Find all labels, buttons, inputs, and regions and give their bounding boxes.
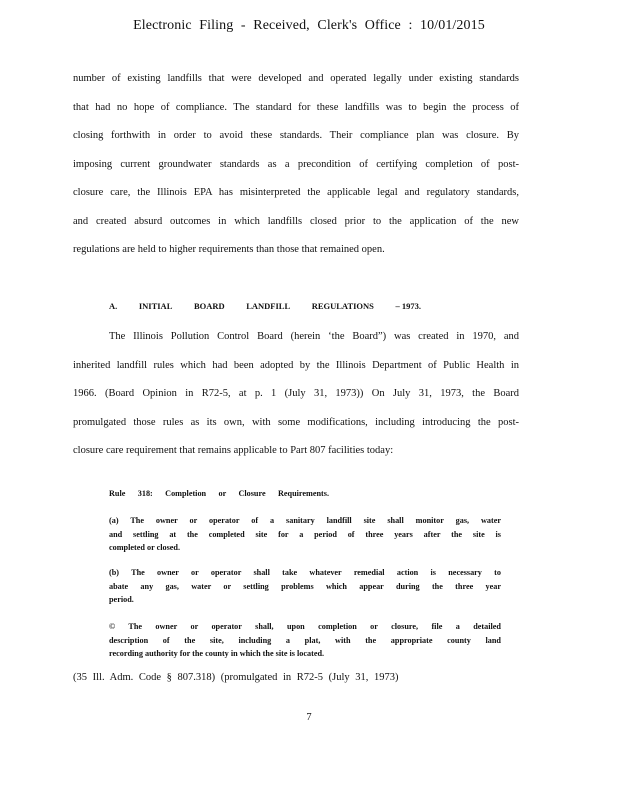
section-heading-word: INITIAL xyxy=(138,301,173,311)
rule-line: abate any gas, water or settling problems which appear during the three year xyxy=(109,581,501,591)
paragraph-line: closure care requirement that remains applicable to Part 807 facilities today: xyxy=(73,445,394,456)
paragraph-line: closure care, the Illinois EPA has misinterpreted the applicable legal and regulatory standards, xyxy=(73,187,519,198)
section-heading-word: LANDFILL xyxy=(246,301,291,311)
intro-paragraph xyxy=(73,65,519,265)
code-citation: (35 Ill. Adm. Code § 807.318) (promulgated in R72-5 (July 31, 1973) xyxy=(73,672,399,683)
rule-line: (a) The owner or operator of a sanitary landfill site shall monitor gas, water xyxy=(109,516,501,525)
paragraph-line: 1966. (Board Opinion in R72-5, at p. 1 (July 31, 1973)) On July 31, 1973, the Board xyxy=(73,388,519,399)
section-heading xyxy=(109,301,421,311)
paragraph-line: number of existing landfills that were developed and operated legally under existing standards xyxy=(73,73,519,84)
rule-title-block xyxy=(109,487,329,501)
rule-subsection-c xyxy=(109,620,501,661)
paragraph-line: imposing current groundwater standards as a precondition of certifying completion of post- xyxy=(73,158,519,170)
board-paragraph xyxy=(73,323,519,466)
paragraph-line: inherited landfill rules which had been adopted by the Illinois Department of Public Health in xyxy=(73,359,519,371)
section-letter: A. xyxy=(109,301,118,311)
section-heading-year: – 1973. xyxy=(395,301,421,311)
rule-title: Rule 318: Completion or Closure Requirements. xyxy=(109,489,329,498)
rule-line: description of the site, including a plat, with the appropriate county land xyxy=(109,635,501,645)
section-heading-word: BOARD xyxy=(193,301,225,311)
filing-header: Electronic Filing - Received, Clerk's Office : 10/01/2015 xyxy=(133,18,485,33)
rule-line: and settling at the completed site for a period of three years after the site is xyxy=(109,529,501,539)
rule-subsection-a xyxy=(109,514,501,555)
section-heading-word: REGULATIONS xyxy=(311,301,374,311)
page-number: 7 xyxy=(306,712,312,723)
rule-line: period. xyxy=(109,595,134,604)
rule-line: © The owner or operator shall, upon completion or closure, file a detailed xyxy=(109,622,501,631)
paragraph-line: The Illinois Pollution Control Board (herein ‘the Board”) was created in 1970, and xyxy=(109,331,519,342)
paragraph-line: promulgated those rules as its own, with some modifications, including introducing the post- xyxy=(73,416,519,428)
rule-line: completed or closed. xyxy=(109,543,181,552)
rule-line: (b) The owner or operator shall take whatever remedial action is necessary to xyxy=(109,568,501,577)
paragraph-line: closing forthwith in order to avoid these standards. Their compliance plan was closure. By xyxy=(73,130,519,141)
rule-line: recording authority for the county in which the site is located. xyxy=(109,649,325,658)
paragraph-line: and created absurd outcomes in which landfills closed prior to the application of the new xyxy=(73,215,519,227)
rule-subsection-b xyxy=(109,566,501,607)
paragraph-line: regulations are held to higher requirements than those that remained open. xyxy=(73,244,385,255)
paragraph-line: that had no hope of compliance. The standard for these landfills was to begin the process of xyxy=(73,101,519,113)
